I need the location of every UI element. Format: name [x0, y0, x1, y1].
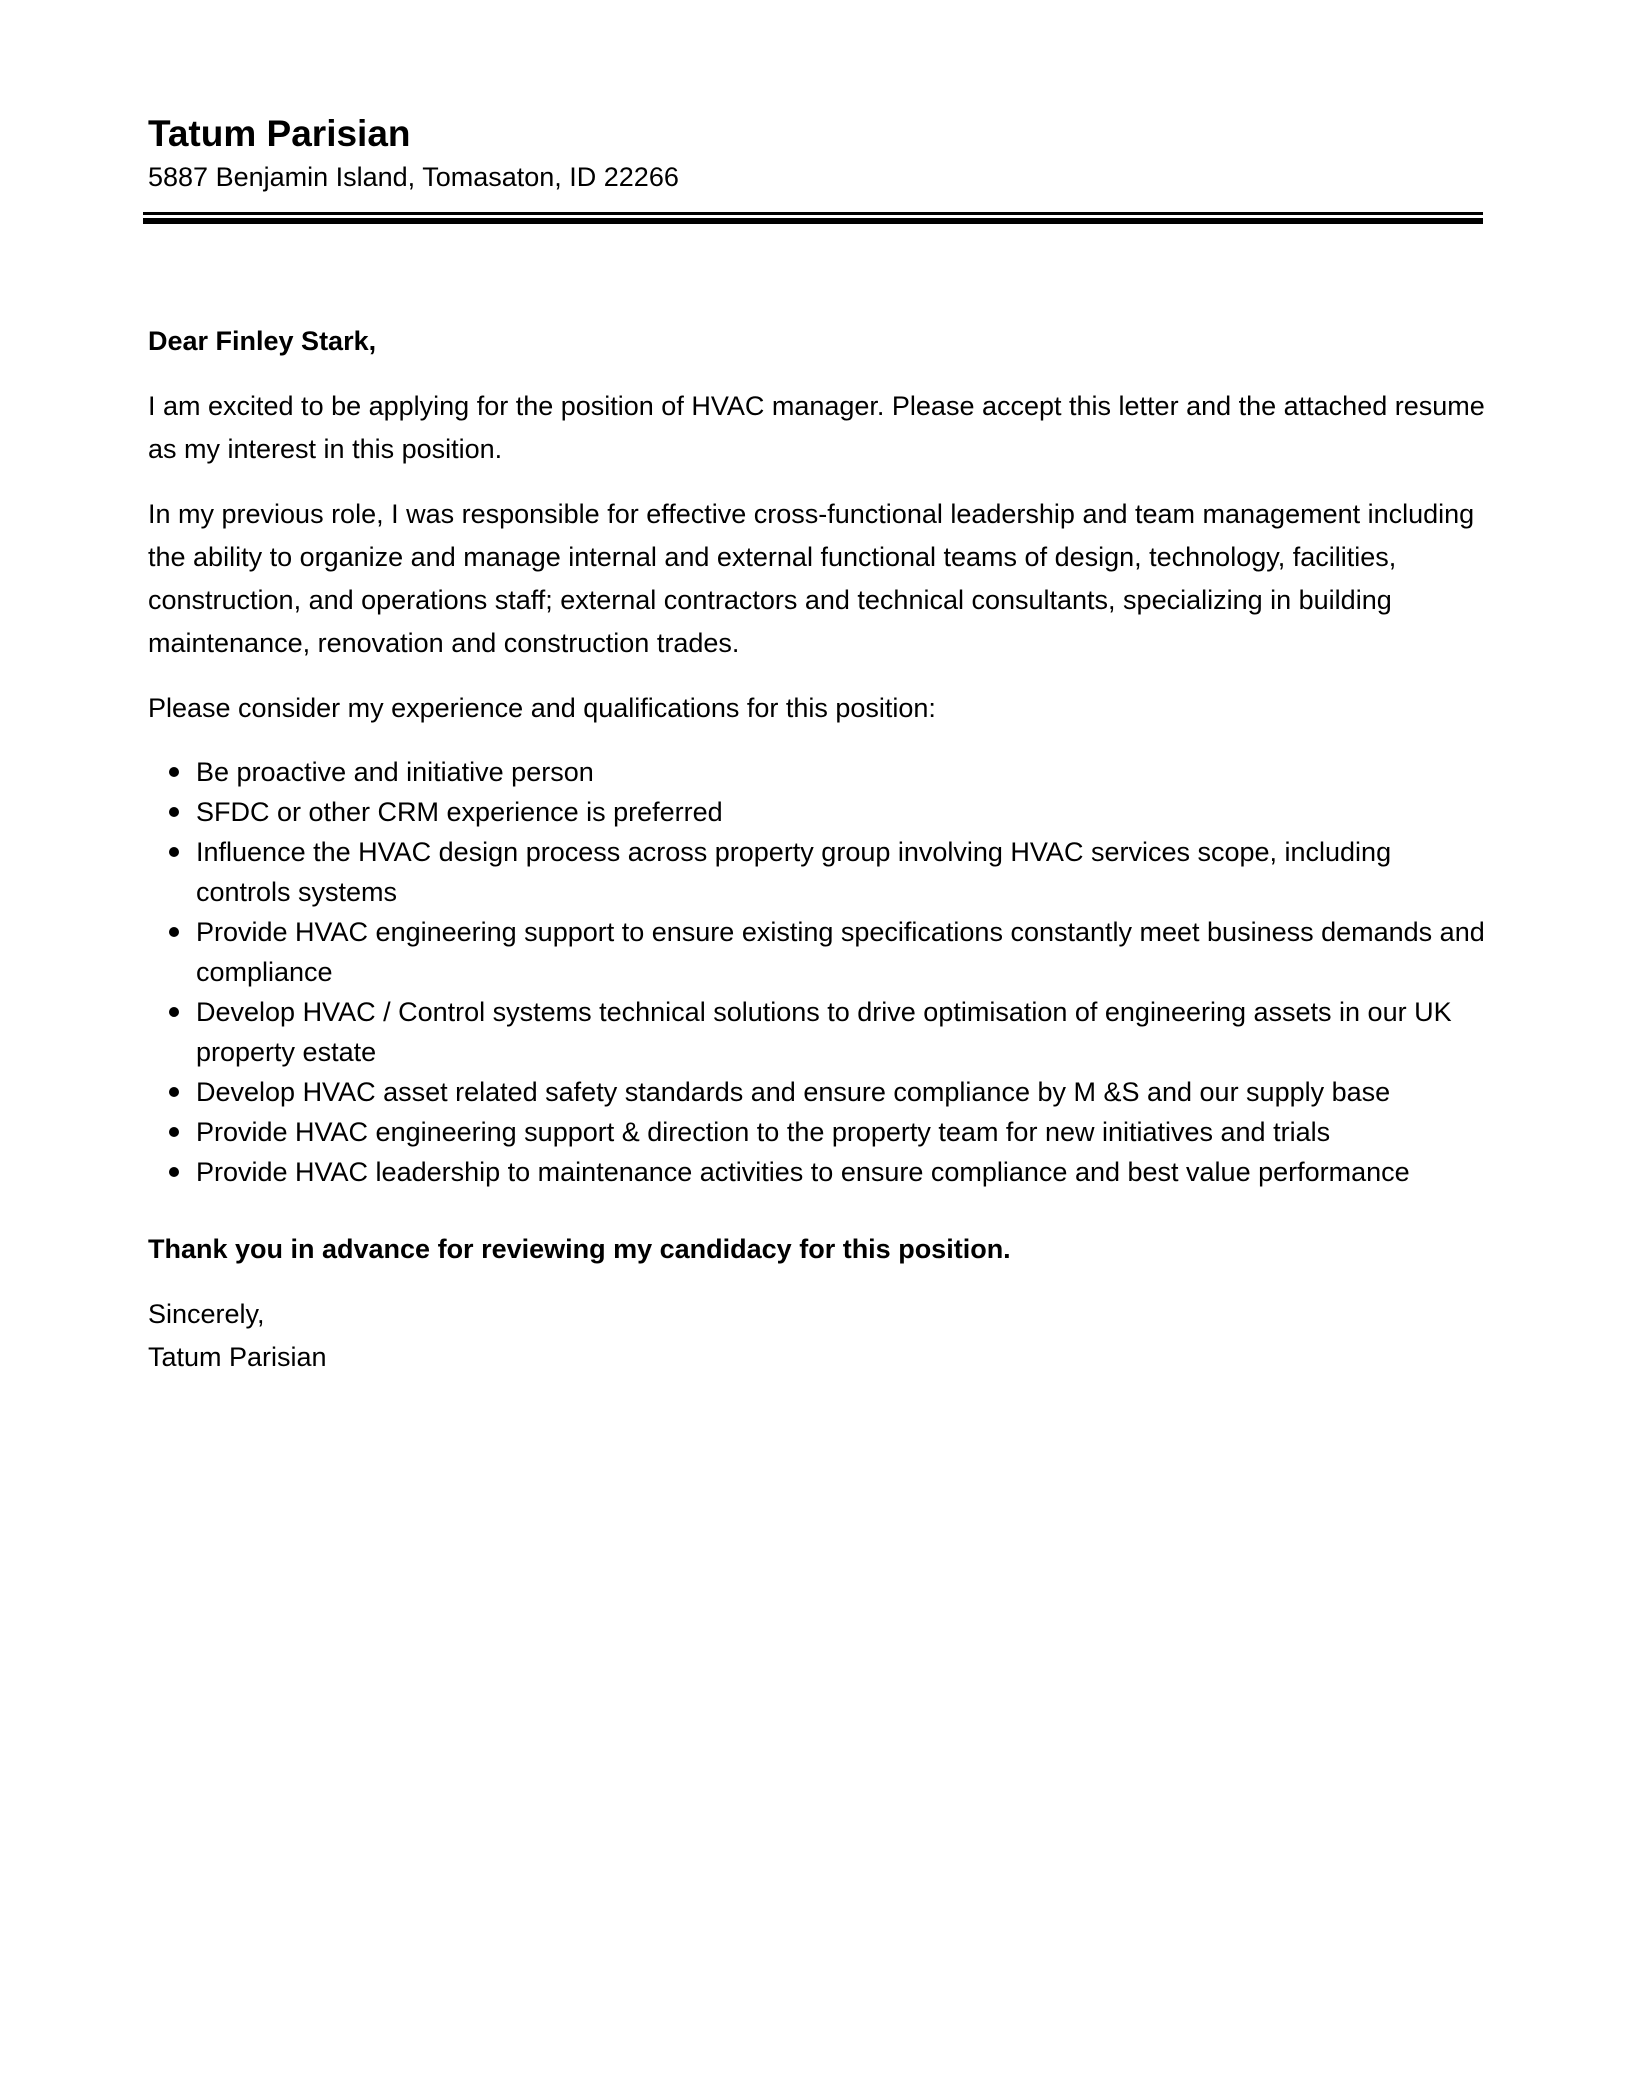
bullet-icon — [169, 1007, 179, 1017]
signature-name: Tatum Parisian — [148, 1342, 327, 1372]
list-item-text: Provide HVAC engineering support & direction to the property team for new initiatives and trials — [196, 1117, 1331, 1147]
list-item — [148, 752, 1488, 792]
list-item-text: Develop HVAC / Control systems technical solutions to drive optimisation of engineering assets in our UK property estate — [196, 997, 1452, 1067]
list-item-text: Develop HVAC asset related safety standards and ensure compliance by M &S and our supply base — [196, 1077, 1391, 1107]
list-item — [148, 992, 1488, 1072]
paragraph-intro: I am excited to be applying for the position of HVAC manager. Please accept this letter and the attached resume as my interest in this position. — [148, 391, 1485, 464]
bullet-icon — [169, 807, 179, 817]
sender-address: 5887 Benjamin Island, Tomasaton, ID 22266 — [148, 162, 679, 192]
closing-statement: Thank you in advance for reviewing my candidacy for this position. — [148, 1234, 1011, 1264]
list-item-text: Provide HVAC engineering support to ensure existing specifications constantly meet business demands and compliance — [196, 917, 1485, 987]
qualifications-list — [148, 752, 1488, 1192]
valediction: Sincerely, — [148, 1299, 265, 1329]
list-item-text: Provide HVAC leadership to maintenance activities to ensure compliance and best value performance — [196, 1157, 1410, 1187]
salutation: Dear Finley Stark, — [148, 326, 377, 356]
letter-header — [148, 110, 1488, 196]
divider-thick-line — [143, 218, 1483, 224]
list-item — [148, 1152, 1488, 1192]
letter-body — [148, 320, 1488, 1379]
bullet-icon — [169, 847, 179, 857]
paragraph-qualifications-intro: Please consider my experience and qualifications for this position: — [148, 693, 936, 723]
bullet-icon — [169, 1087, 179, 1097]
list-item — [148, 832, 1488, 912]
bullet-icon — [169, 927, 179, 937]
sender-name: Tatum Parisian — [148, 113, 411, 154]
list-item-text: SFDC or other CRM experience is preferred — [196, 797, 723, 827]
bullet-icon — [169, 1167, 179, 1177]
list-item — [148, 1072, 1488, 1112]
header-divider — [143, 212, 1483, 224]
bullet-icon — [169, 1127, 179, 1137]
paragraph-experience: In my previous role, I was responsible for effective cross-functional leadership and team management including the ability to organize and manage internal and external functional teams of design, technology, facilities, construction, and operations staff; external contractors and technical consultants, specializing in building maintenance, renovation and construction trades. — [148, 499, 1475, 658]
list-item-text: Influence the HVAC design process across property group involving HVAC services scope, including controls systems — [196, 837, 1392, 907]
bullet-icon — [169, 767, 179, 777]
list-item — [148, 1112, 1488, 1152]
list-item — [148, 792, 1488, 832]
list-item-text: Be proactive and initiative person — [196, 757, 594, 787]
list-item — [148, 912, 1488, 992]
